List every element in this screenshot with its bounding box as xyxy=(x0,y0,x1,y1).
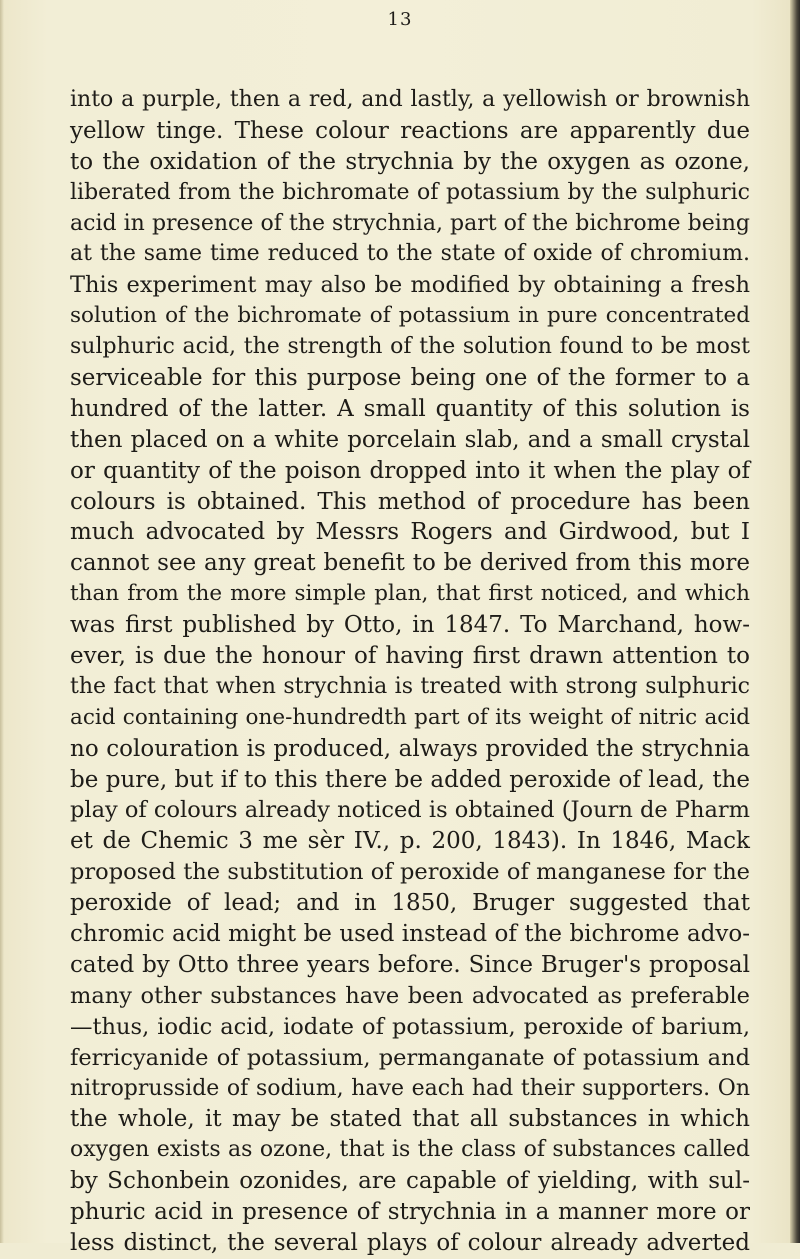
text-line: be pure, but if to this there be added peroxide of lead, the xyxy=(70,766,750,793)
text-line: the whole, it may be stated that all substances in which xyxy=(70,1106,750,1133)
text-line: acid in presence of the strychnia, part of the bichrome being xyxy=(70,210,750,236)
text-line: by Schonbein ozonides, are capable of yielding, with sul- xyxy=(70,1168,750,1195)
page-left-edge xyxy=(0,0,4,1243)
text-line: phuric acid in presence of strychnia in a manner more or xyxy=(70,1199,750,1226)
text-line: hundred of the latter. A small quantity of this solution is xyxy=(70,395,750,422)
text-line: This experiment may also be modified by obtaining a fresh xyxy=(70,272,750,299)
text-line: et de Chemic 3 me sèr IV., p. 200, 1843). In 1846, Mack xyxy=(70,828,750,855)
text-line: many other substances have been advocated as preferable xyxy=(70,982,750,1009)
text-line: much advocated by Messrs Rogers and Girdwood, but I xyxy=(70,519,750,546)
text-line: cated by Otto three years before. Since Bruger's proposal xyxy=(70,951,750,978)
text-line: ferricyanide of potassium, permanganate of potassium and xyxy=(70,1044,750,1071)
text-line: play of colours already noticed is obtained (Journ de Pharm xyxy=(70,797,750,824)
page-number: 13 xyxy=(387,9,413,30)
text-line: than from the more simple plan, that first noticed, and which xyxy=(70,581,750,607)
text-line: sulphuric acid, the strength of the solution found to be most xyxy=(70,334,750,360)
page-binding-shadow xyxy=(790,0,800,1243)
text-line: acid containing one-hundredth part of its weight of nitric acid xyxy=(70,704,750,730)
text-line: proposed the substitution of peroxide of manganese for the xyxy=(70,859,750,886)
text-line: to the oxidation of the strychnia by the oxygen as ozone, xyxy=(70,148,750,175)
text-line: the fact that when strychnia is treated with strong sulphuric xyxy=(70,673,750,699)
text-line: liberated from the bichromate of potassium by the sulphuric xyxy=(70,179,750,205)
text-line: colours is obtained. This method of procedure has been xyxy=(70,488,750,515)
text-line: yellow tinge. These colour reactions are apparently due xyxy=(70,117,750,144)
text-line: or quantity of the poison dropped into it when the play of xyxy=(70,457,750,484)
text-line: peroxide of lead; and in 1850, Bruger suggested that xyxy=(70,890,750,917)
text-line: serviceable for this purpose being one of the former to a xyxy=(70,365,750,392)
text-line: cannot see any great benefit to be derived from this more xyxy=(70,550,750,577)
text-line: then placed on a white porcelain slab, and a small crystal xyxy=(70,426,750,453)
text-line: into a purple, then a red, and lastly, a yellowish or brownish xyxy=(70,87,750,112)
body-text xyxy=(70,85,750,1259)
text-line: chromic acid might be used instead of the bichrome advo- xyxy=(70,921,750,948)
text-line: less distinct, the several plays of colour already adverted xyxy=(70,1229,750,1256)
text-line: oxygen exists as ozone, that is the class of substances called xyxy=(70,1137,750,1163)
text-line: nitroprusside of sodium, have each had their supporters. On xyxy=(70,1075,750,1101)
text-line: was first published by Otto, in 1847. To Marchand, how- xyxy=(70,612,750,639)
text-line: —thus, iodic acid, iodate of potassium, peroxide of barium, xyxy=(70,1013,750,1040)
text-line: no colouration is produced, always provided the strychnia xyxy=(70,735,750,762)
text-line: at the same time reduced to the state of oxide of chromium. xyxy=(70,241,750,267)
text-line: solution of the bichromate of potassium in pure concentrated xyxy=(70,303,750,329)
text-line: ever, is due the honour of having first drawn attention to xyxy=(70,643,750,670)
